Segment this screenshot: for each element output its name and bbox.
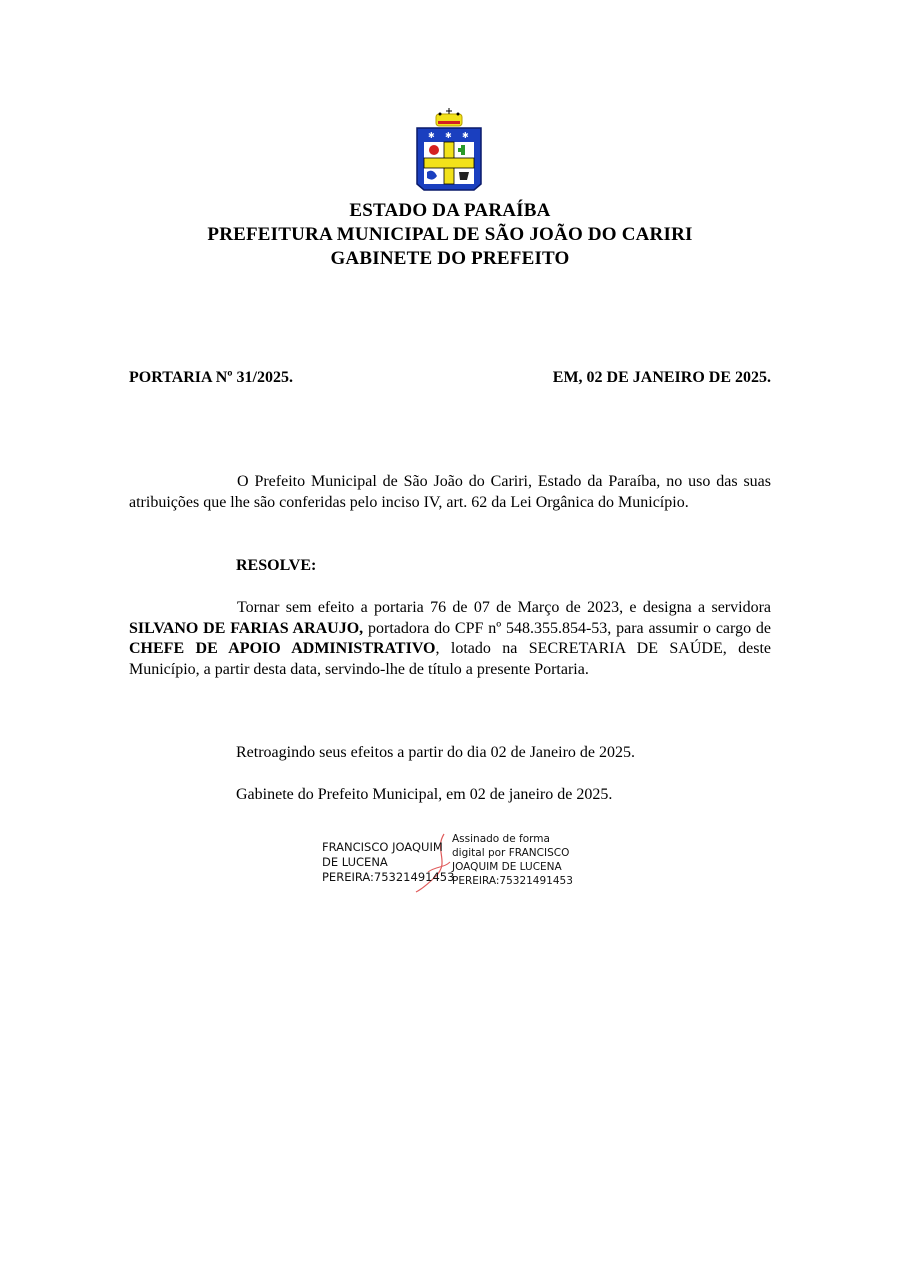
document-header: [0, 199, 900, 271]
municipality-title: PREFEITURA MUNICIPAL DE SÃO JOÃO DO CARIRI: [207, 224, 693, 245]
signature-detail-line: JOAQUIM DE LUCENA: [452, 861, 562, 873]
decision-text-3: , lotado na SECRETARIA DE SAÚDE, deste Município, a partir desta data, servindo-lhe de título a presente Portaria.: [129, 640, 772, 679]
position-title: CHEFE DE APOIO ADMINISTRATIVO: [129, 640, 436, 658]
digital-signature-block: [322, 832, 582, 896]
decision-paragraph: [129, 598, 771, 681]
svg-text:✱: ✱: [445, 131, 452, 140]
resolve-heading: RESOLVE:: [236, 557, 317, 574]
signature-detail-line: digital por FRANCISCO: [452, 847, 570, 859]
signature-detail-line: Assinado de forma: [452, 833, 550, 845]
decision-text-2: portadora do CPF nº 548.355.854-53, para assumir o cargo de: [363, 619, 771, 637]
municipal-coat-of-arms: [414, 108, 484, 194]
closing-statement: Gabinete do Prefeito Municipal, em 02 de janeiro de 2025.: [236, 786, 613, 803]
intro-paragraph: O Prefeito Municipal de São João do Cariri, Estado da Paraíba, no uso das suas atribuições que lhe são conferidas pelo inciso IV, art. 62 da Lei Orgânica do Município.: [129, 473, 771, 511]
office-title: GABINETE DO PREFEITO: [330, 248, 570, 269]
state-title: ESTADO DA PARAÍBA: [349, 200, 551, 221]
decision-text-1: Tornar sem efeito a portaria 76 de 07 de Março de 2023, e designa a servidora: [237, 599, 771, 616]
signer-name: [322, 840, 454, 885]
portaria-number: PORTARIA Nº 31/2025.: [129, 369, 293, 386]
signature-details: [452, 832, 573, 888]
servant-name: SILVANO DE FARIAS ARAUJO,: [129, 619, 364, 637]
svg-text:✱: ✱: [462, 131, 469, 140]
retroactive-statement: Retroagindo seus efeitos a partir do dia 02 de Janeiro de 2025.: [236, 744, 635, 761]
signer-name-line: PEREIRA:75321491453: [322, 870, 455, 884]
svg-text:✱: ✱: [428, 131, 435, 140]
signature-detail-line: PEREIRA:75321491453: [452, 875, 573, 887]
signer-name-line: FRANCISCO JOAQUIM: [322, 840, 443, 854]
portaria-date: EM, 02 DE JANEIRO DE 2025.: [552, 369, 771, 386]
signer-name-line: DE LUCENA: [322, 855, 388, 869]
